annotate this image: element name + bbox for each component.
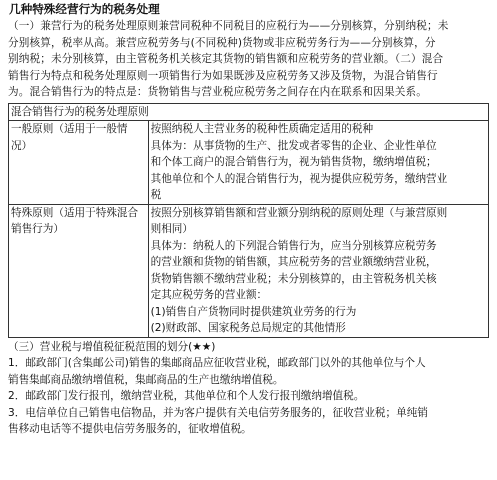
text-line: 3．电信单位自己销售电信物品，并为客户提供有关电信劳务服务的，征收营业税；单纯销 (8, 406, 428, 419)
document-page (8, 0, 492, 438)
table-row (9, 121, 489, 205)
row-content-cell (148, 204, 488, 337)
text-line: 1．邮政部门(含集邮公司)销售的集邮商品应征收营业税，邮政部门以外的其他单位与个人 (8, 357, 426, 369)
table-header-row (9, 103, 489, 121)
row-content-line: 其他单位和个人的混合销售行为，视为提供应税劳务，缴纳营业 (150, 172, 448, 185)
row-label-cell (9, 204, 149, 337)
row-label-line: 况） (11, 139, 33, 152)
table-header: 混合销售行为的税务处理原则 (11, 105, 149, 118)
row-content-line: (2)财政部、国家税务总局规定的其他情形 (150, 322, 346, 334)
text-line: 为。混合销售行为的特点是：货物销售与营业税应税劳务之间存在内在联系和因果关系。 (8, 86, 428, 98)
row-content-line: 税 (150, 189, 162, 201)
text-line: 售移动电话等不提供电信劳务服务的，征收增值税。 (8, 423, 252, 435)
text-line: 销售行为特点和税务处理原则一项销售行为如果既涉及应税劳务又涉及货物，为混合销售行 (8, 69, 438, 82)
row-label-line: 特殊原则（适用于特殊混合 (11, 206, 139, 219)
mixed-sales-table (8, 103, 489, 338)
intro-paragraph (8, 18, 492, 101)
text-line: 别纳税；未分别核算，由主管税务机关核定其货物的销售额和应税劳务的营业额。（二）混合 (8, 53, 444, 65)
document-title: 几种特殊经营行为的税务处理 (9, 2, 160, 16)
row-content-line: 的营业额和货物的销售额，其应税劳务的营业额缴纳营业税， (150, 256, 437, 268)
row-label-line: 一般原则（适用于一般情 (11, 123, 128, 135)
row-content-line: 具体为：纳税人的下列混合销售行为，应当分别核算应税劳务 (150, 239, 437, 252)
row-content-line: 定其应税劳务的营业额： (150, 289, 268, 301)
row-label-line: 销售行为） (11, 223, 64, 235)
text-line: （三）营业税与增值税征税范围的划分(★★) (8, 340, 216, 353)
row-content-line: 和个体工商户的混合销售行为，视为销售货物，缴纳增值税； (150, 156, 437, 168)
row-content-line: (1)销售自产货物同时提供建筑业劳务的行为 (150, 305, 357, 318)
row-content-line: 货物销售额不缴纳营业税；未分别核算的，由主管税务机关核 (150, 272, 437, 285)
row-content-line: 按照纳税人主营业务的税种性质确定适用的税种 (150, 123, 374, 135)
text-line: 销售集邮商品缴纳增值税，集邮商品的生产也缴纳增值税。 (8, 373, 284, 386)
row-content-line: 则相同） (150, 223, 193, 235)
after-paragraph (8, 339, 492, 438)
row-content-line: 按照分别核算销售额和营业额分别纳税的原则处理（与兼营原则 (150, 206, 448, 219)
row-content-cell (148, 121, 488, 205)
text-line: 分别核算，税率从高。兼营应税劳务与(不同税种)货物或非应税劳务行为——分别核算，分 (8, 36, 436, 49)
text-line: 2．邮政部门发行报刊，缴纳营业税，其他单位和个人发行报刊缴纳增值税。 (8, 390, 365, 402)
row-label-cell (9, 121, 149, 205)
text-line: （一）兼营行为的税务处理原则兼营同税种不同税目的应税行为——分别核算，分别纳税；未 (8, 20, 449, 32)
table-header-cell (9, 103, 489, 121)
table-row (9, 204, 489, 337)
row-content-line: 具体为：从事货物的生产、批发或者零售的企业、企业性单位 (150, 139, 437, 152)
